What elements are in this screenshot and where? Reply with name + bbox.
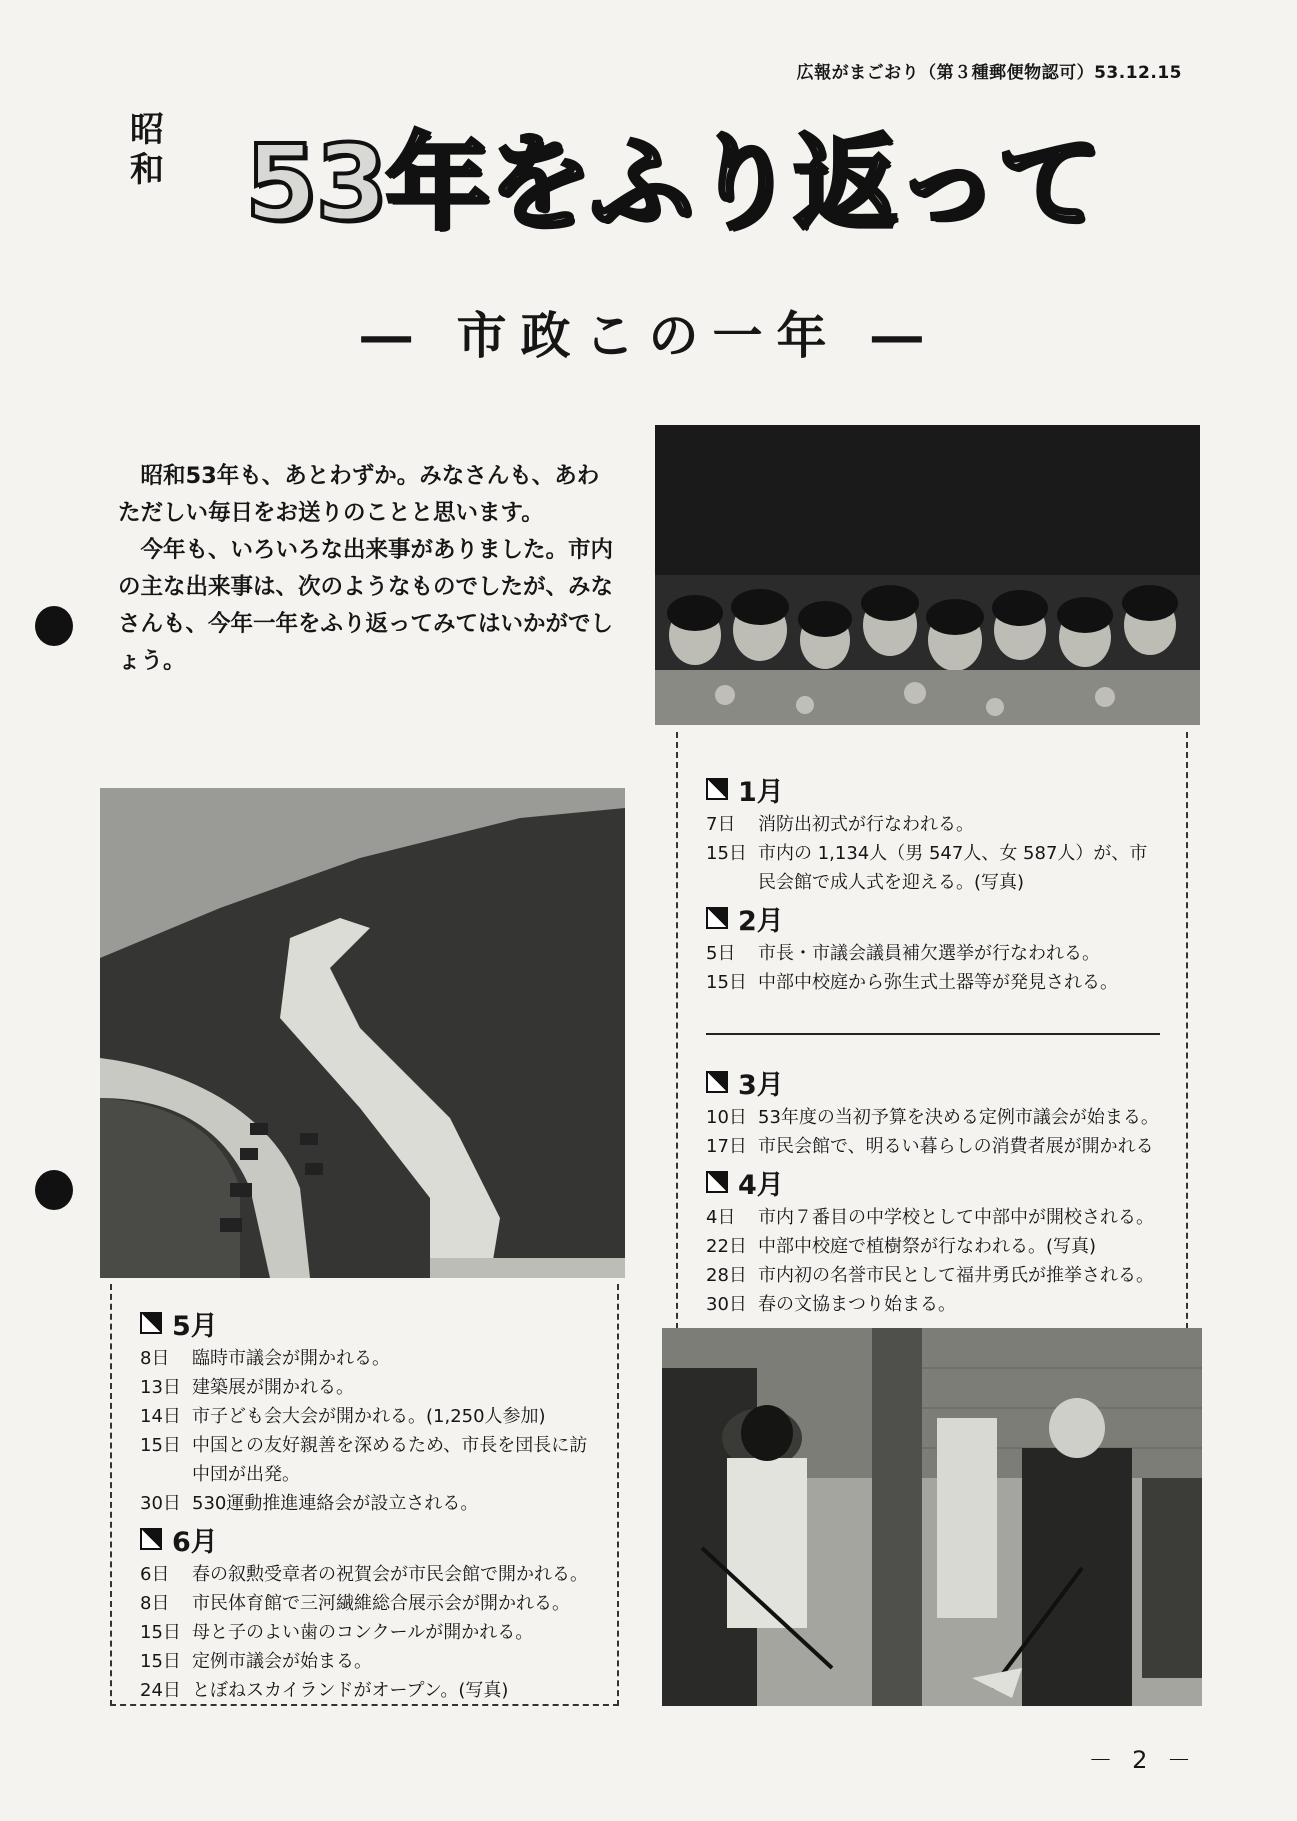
era-char: 昭 bbox=[130, 110, 164, 150]
binder-hole-dot bbox=[35, 606, 73, 646]
month-label: 5月 bbox=[172, 1310, 218, 1342]
diamond-bullet-icon bbox=[140, 1528, 162, 1550]
publication-header: 広報がまごおり（第３種郵便物認可）53.12.15 bbox=[796, 63, 1182, 83]
page-subtitle: ― 市政この一年 ― bbox=[361, 307, 936, 365]
month-heading bbox=[706, 897, 1160, 939]
event-item bbox=[140, 1431, 593, 1489]
photo-tree-planting bbox=[662, 1328, 1202, 1706]
event-item bbox=[140, 1560, 593, 1589]
event-item bbox=[140, 1618, 593, 1647]
event-day: 28日 bbox=[706, 1265, 747, 1286]
event-day: 5日 bbox=[706, 943, 736, 964]
diamond-bullet-icon bbox=[706, 1171, 728, 1193]
event-text: 中部中校庭から弥生式土器等が発見される。 bbox=[758, 972, 1118, 993]
month-heading bbox=[140, 1518, 593, 1560]
event-item bbox=[140, 1402, 593, 1431]
event-day: 30日 bbox=[140, 1493, 181, 1514]
event-text: 530運動推進連絡会が設立される。 bbox=[192, 1493, 479, 1514]
event-day: 13日 bbox=[140, 1377, 181, 1398]
event-text: 市内初の名誉市民として福井勇氏が推挙される。 bbox=[758, 1265, 1154, 1286]
event-item bbox=[706, 1232, 1160, 1261]
event-item bbox=[706, 1290, 1160, 1319]
event-item bbox=[706, 1132, 1160, 1161]
event-text: 消防出初式が行なわれる。 bbox=[758, 814, 974, 835]
event-item bbox=[140, 1373, 593, 1402]
month-heading bbox=[706, 1161, 1160, 1203]
month-section bbox=[706, 1161, 1160, 1319]
event-item bbox=[140, 1647, 593, 1676]
page-number: － 2 － bbox=[1088, 1746, 1197, 1774]
event-day: 10日 bbox=[706, 1107, 747, 1128]
event-day: 6日 bbox=[140, 1564, 170, 1585]
section-divider bbox=[706, 1033, 1160, 1035]
page-title: 53年をふり返って bbox=[245, 122, 1100, 244]
month-section bbox=[140, 1302, 593, 1518]
event-item bbox=[706, 810, 1160, 839]
event-text: 市長・市議会議員補欠選挙が行なわれる。 bbox=[758, 943, 1100, 964]
month-heading bbox=[706, 768, 1160, 810]
event-text: 定例市議会が始まる。 bbox=[192, 1651, 372, 1672]
event-text: 市内７番目の中学校として中部中が開校される。 bbox=[758, 1207, 1154, 1228]
era-char: 和 bbox=[130, 150, 164, 190]
event-day: 14日 bbox=[140, 1406, 181, 1427]
event-day: 30日 bbox=[706, 1294, 747, 1315]
event-day: 7日 bbox=[706, 814, 736, 835]
era-mark bbox=[130, 110, 220, 190]
photo-coming-of-age-ceremony bbox=[655, 425, 1200, 725]
diamond-bullet-icon bbox=[140, 1312, 162, 1334]
event-text: とぼねスカイランドがオープン。(写真) bbox=[192, 1680, 509, 1701]
event-item bbox=[706, 839, 1160, 897]
event-day: 17日 bbox=[706, 1136, 747, 1157]
event-text: 市民体育館で三河繊維総合展示会が開かれる。 bbox=[192, 1593, 570, 1614]
month-label: 1月 bbox=[738, 776, 784, 808]
month-label: 3月 bbox=[738, 1069, 784, 1101]
binder-hole-dot bbox=[35, 1170, 73, 1210]
month-label: 4月 bbox=[738, 1169, 784, 1201]
event-item bbox=[140, 1676, 593, 1705]
event-item bbox=[140, 1589, 593, 1618]
event-text: 53年度の当初予算を決める定例市議会が始まる。 bbox=[758, 1107, 1159, 1128]
event-text: 春の叙勲受章者の祝賀会が市民会館で開かれる。 bbox=[192, 1564, 588, 1585]
month-heading bbox=[706, 1061, 1160, 1103]
event-item bbox=[706, 968, 1160, 997]
event-item bbox=[706, 1261, 1160, 1290]
event-item bbox=[706, 1103, 1160, 1132]
event-item bbox=[140, 1344, 593, 1373]
event-text: 臨時市議会が開かれる。 bbox=[192, 1348, 390, 1369]
diamond-bullet-icon bbox=[706, 907, 728, 929]
event-day: 15日 bbox=[706, 843, 747, 864]
event-text: 中部中校庭で植樹祭が行なわれる。(写真) bbox=[758, 1236, 1097, 1257]
diamond-bullet-icon bbox=[706, 1071, 728, 1093]
event-item bbox=[706, 1203, 1160, 1232]
event-day: 8日 bbox=[140, 1348, 170, 1369]
event-text: 母と子のよい歯のコンクールが開かれる。 bbox=[192, 1622, 534, 1643]
event-day: 24日 bbox=[140, 1680, 181, 1701]
event-text: 中国との友好親善を深めるため、市長を団長に訪中団が出発。 bbox=[192, 1435, 588, 1485]
month-section bbox=[706, 1061, 1160, 1161]
event-day: 15日 bbox=[140, 1622, 181, 1643]
diamond-bullet-icon bbox=[706, 778, 728, 800]
event-text: 市子ども会大会が開かれる。(1,250人参加) bbox=[192, 1406, 546, 1427]
month-heading bbox=[140, 1302, 593, 1344]
event-day: 15日 bbox=[706, 972, 747, 993]
event-day: 15日 bbox=[140, 1651, 181, 1672]
event-item bbox=[706, 939, 1160, 968]
event-text: 建築展が開かれる。 bbox=[192, 1377, 354, 1398]
month-label: 2月 bbox=[738, 905, 784, 937]
photo-skyland-slope bbox=[100, 788, 625, 1278]
events-box-may-jun bbox=[110, 1284, 619, 1706]
month-section bbox=[706, 897, 1160, 997]
intro-paragraph: 昭和53年も、あとわずか。みなさんも、あわただしい毎日をお送りのことと思います。 今年も、いろいろな出来事がありました。市内の主な出来事は、次のようなものでしたが、みなさんも、今年一年をふり返ってみてはいかがでしょう。 bbox=[118, 463, 614, 674]
event-day: 22日 bbox=[706, 1236, 747, 1257]
event-text: 春の文協まつり始まる。 bbox=[758, 1294, 956, 1315]
event-day: 4日 bbox=[706, 1207, 736, 1228]
month-section bbox=[706, 768, 1160, 897]
event-item bbox=[140, 1489, 593, 1518]
event-day: 15日 bbox=[140, 1435, 181, 1456]
event-text: 市民会館で、明るい暮らしの消費者展が開かれる bbox=[758, 1136, 1154, 1157]
month-label: 6月 bbox=[172, 1526, 218, 1558]
event-day: 8日 bbox=[140, 1593, 170, 1614]
event-text: 市内の 1,134人（男 547人、女 587人）が、市民会館で成人式を迎える。(写真) bbox=[758, 843, 1148, 893]
month-section bbox=[140, 1518, 593, 1705]
events-box-jan-feb bbox=[676, 732, 1188, 1359]
